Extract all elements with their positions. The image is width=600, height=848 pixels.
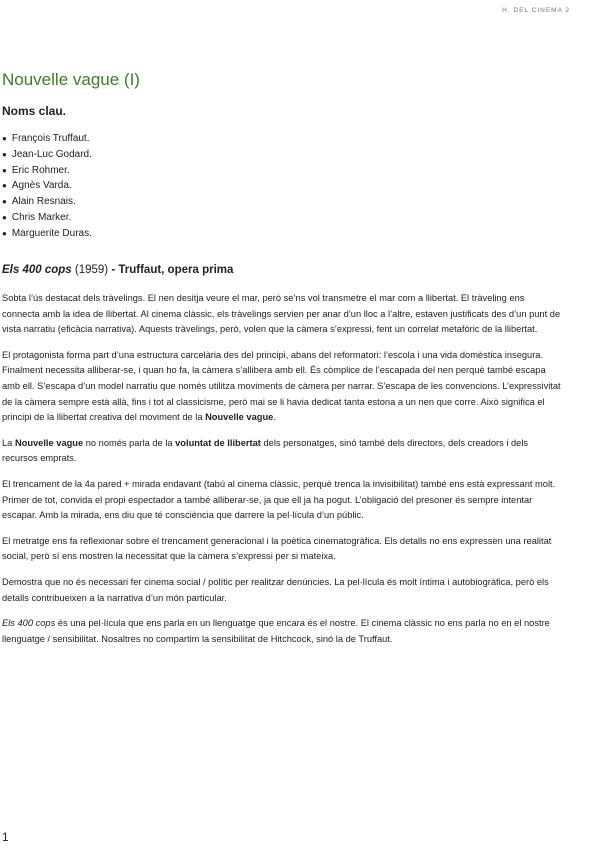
list-item: ● Marguerite Duras. xyxy=(2,226,92,242)
list-item: ● Jean-Luc Godard. xyxy=(2,147,92,163)
bold-term: Nouvelle vague xyxy=(205,412,274,423)
paragraph: Sobta l’ús destacat dels tràvelings. El nen desitja veure el mar, però se’ns vol transmetre el mar com a llibertat. El tràveling ens connecta amb la idea de llibertat. Al cinema clàssic, els tràvelings servien per anar d’un lloc a l’altre, estaven justificats des d’un punt de vista narratiu (eficàcia narrativa). Aquests tràvelings, però, volen que la càmera s’expressi, fent un correlat metafòric de la llibertat. xyxy=(2,293,561,335)
paragraph xyxy=(2,348,562,426)
paragraph-text: . xyxy=(273,412,276,423)
names-list xyxy=(2,131,92,242)
paragraph-text: és una pel·lícula que ens parla en un llenguatge que encara és el nostre. El cinema clàssic no ens parla no en el nostre llenguatge / sensibilitat. Nosaltres no compartim la sensibilitat de Hitchcock, sinó la de Truffaut. xyxy=(2,618,550,644)
paragraph: El metratge ens fa reflexionar sobre el trencament generacional i la poètica cinematogràfica. Els detalls no ens expressen una realitat social, però sí ens mostren la necessitat que la càmera s’expressi per si mateixa. xyxy=(2,535,552,562)
film-year: (1959) xyxy=(74,264,109,276)
header-tag: H. DEL CINEMA 2 xyxy=(502,7,570,14)
film-title: Els 400 cops xyxy=(2,264,72,276)
list-item: ● Agnès Varda. xyxy=(2,178,92,194)
article-body xyxy=(2,291,562,657)
paragraph xyxy=(2,616,562,647)
list-item: ● François Truffaut. xyxy=(2,131,92,147)
italic-film-title: Els 400 cops xyxy=(2,618,56,629)
film-director: - Truffaut, opera prima xyxy=(111,264,234,276)
paragraph-text: El protagonista forma part d’una estructura carcelària des del principi, abans del reformatori: l’escola i una vida domèstica insegura. Finalment necessita alliberar-se, i quan ho fa, la càmera s’allibera amb ell. És còmplice de l’escapada del nen perquè també escapa amb ell. S’escapa d’un model narratiu que només utilitza moviments de càmera per narrar. S’escapa de les convencions. L’expressivitat de la càmera sempre està allà, fins i tot al classicisme, però mai se li havia dedicat tanta estona a un nen que corre. Això significa el principi de la llibertat creativa del moviment de la xyxy=(2,349,561,423)
paragraph: El trencament de la 4a pared + mirada endavant (tabú al cinema clàssic, perquè trenca la invisibilitat) també ens està expressant molt. Primer de tot, convida el propi espectador a també alliberar-se, ja que ell ja ha pogut. L’obligació del presoner és sempre intentar escapar. Amb la mirada, ens diu que té consciència que darrere la pel·lícula d’un públic. xyxy=(2,478,556,521)
section-subtitle: Noms clau. xyxy=(2,104,67,118)
paragraph-text: dels personatges, sinó també dels directors, dels creadors i dels recursos emprats. xyxy=(2,437,529,464)
page-title: Nouvelle vague (I) xyxy=(2,70,140,89)
paragraph-text: no només parla de la xyxy=(83,437,176,448)
bold-term: voluntat de llibertat xyxy=(175,437,261,448)
page-number: 1 xyxy=(2,830,9,844)
paragraph: Demostra que no és necessari fer cinema social / polític per realitzar denúncies. La pel·lícula és molt íntima i autobiogràfica, però els detalls contribueixen a la narrativa d’un món particular. xyxy=(2,576,549,603)
film-section-title xyxy=(2,264,233,276)
paragraph-text: La xyxy=(2,437,15,448)
list-item: ● Alain Resnais. xyxy=(2,194,92,210)
list-item: ● Chris Marker. xyxy=(2,210,92,226)
list-item: ● Eric Rohmer. xyxy=(2,163,92,179)
paragraph xyxy=(2,436,562,467)
bold-term: Nouvelle vague xyxy=(14,437,84,448)
